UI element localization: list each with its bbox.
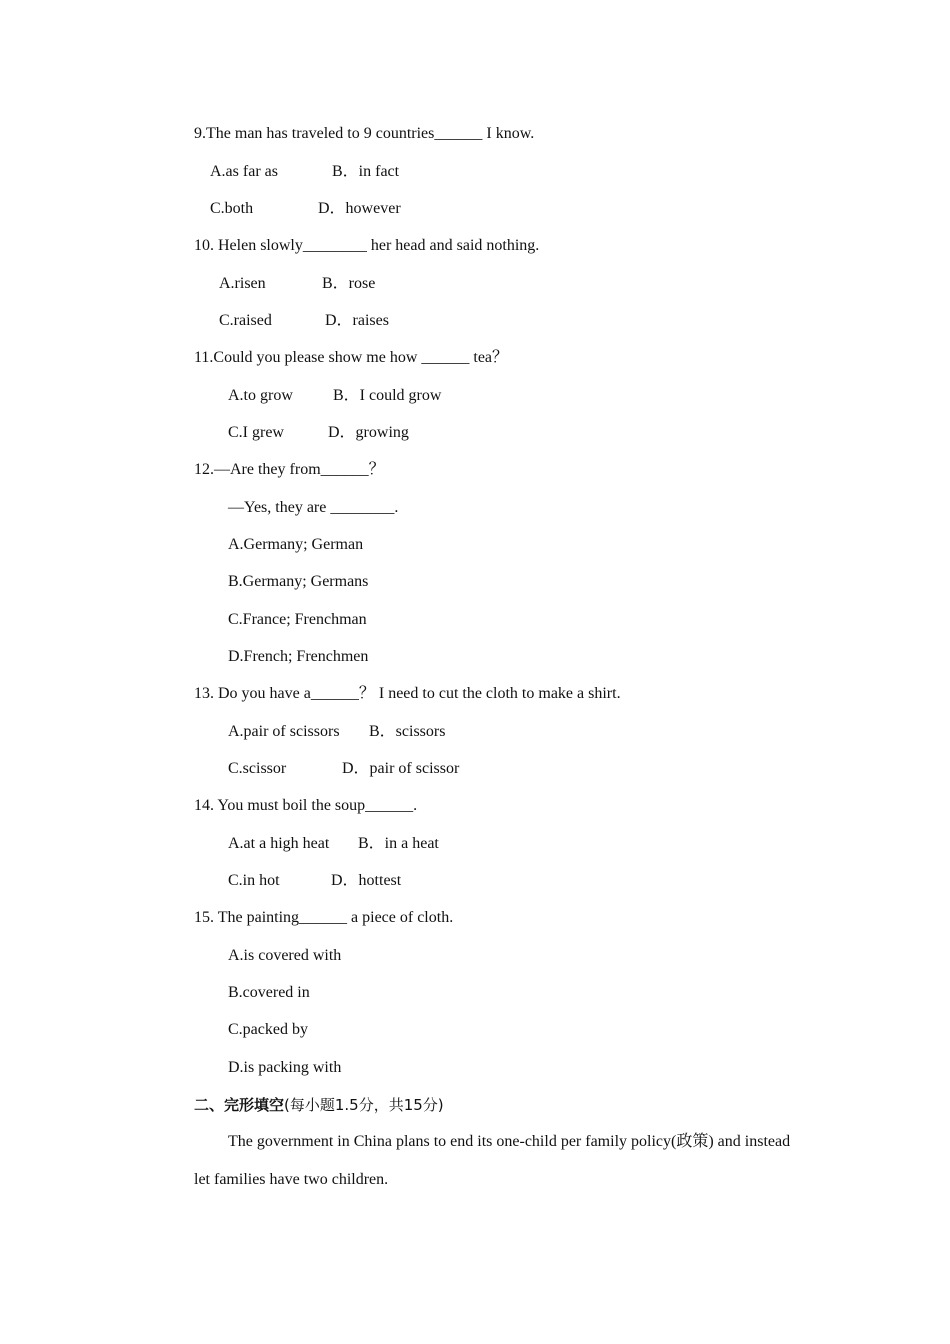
question-14-option-d: D．hottest [331, 872, 402, 889]
question-15-option-b: B.covered in [228, 984, 310, 1001]
question-13-option-d: D．pair of scissor [342, 760, 460, 777]
question-9-option-a: A.as far as [210, 163, 278, 180]
question-9-stem: 9.The man has traveled to 9 countries______ I know. [194, 125, 535, 142]
question-13-option-b: B．scissors [369, 723, 446, 740]
question-13-option-c: C.scissor [228, 760, 287, 777]
question-11-stem: 11.Could you please show me how ______ tea？ [194, 349, 509, 366]
question-10-option-b: B．rose [322, 275, 376, 292]
question-15-stem: 15. The painting______ a piece of cloth. [194, 909, 454, 926]
question-14-option-b: B．in a heat [358, 835, 439, 852]
question-10-option-d: D．raises [325, 312, 389, 329]
question-12-option-d: D.French; Frenchmen [228, 648, 369, 665]
question-13-stem: 13. Do you have a______？ I need to cut the cloth to make a shirt. [194, 685, 621, 702]
question-15-option-a: A.is covered with [228, 947, 342, 964]
question-9-option-d: D．however [318, 200, 401, 217]
question-10-option-c: C.raised [219, 312, 272, 329]
section-title: 二、完形填空 [194, 1096, 285, 1114]
question-11-option-d: D．growing [328, 424, 409, 441]
question-10-option-a: A.risen [219, 275, 266, 292]
question-12-stem-reply: —Yes, they are ________. [228, 499, 399, 516]
question-11-option-c: C.I grew [228, 424, 284, 441]
question-12-option-c: C.France; Frenchman [228, 611, 367, 628]
question-9-option-b: B．in fact [332, 163, 400, 180]
passage-line-1: The government in China plans to end its one-child per family policy(政策) and instead [228, 1133, 791, 1150]
question-13-option-a: A.pair of scissors [228, 723, 340, 740]
passage-line-2: let families have two children. [194, 1171, 389, 1188]
question-12-option-a: A.Germany; German [228, 536, 364, 553]
question-15-option-c: C.packed by [228, 1021, 308, 1038]
question-12-stem: 12.—Are they from______？ [194, 461, 385, 478]
question-14-stem: 14. You must boil the soup______. [194, 797, 418, 814]
question-12-option-b: B.Germany; Germans [228, 573, 369, 590]
question-10-stem: 10. Helen slowly________ her head and said nothing. [194, 237, 540, 254]
question-11-option-b: B．I could grow [333, 387, 442, 404]
section-note: (每小题1.5分，共15分) [284, 1096, 444, 1114]
question-11-option-a: A.to grow [228, 387, 293, 404]
question-14-option-a: A.at a high heat [228, 835, 330, 852]
section-heading [194, 1095, 444, 1115]
question-9-option-c: C.both [210, 200, 254, 217]
question-14-option-c: C.in hot [228, 872, 280, 889]
question-15-option-d: D.is packing with [228, 1059, 342, 1076]
